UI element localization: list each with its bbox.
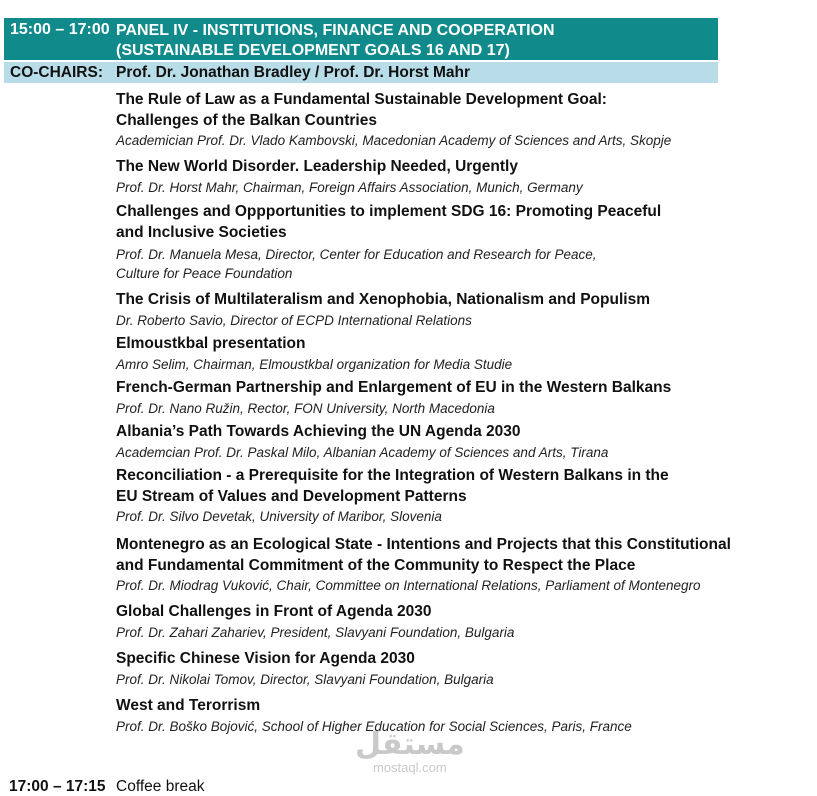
session-item <box>116 202 756 283</box>
session-item <box>116 535 816 595</box>
session-title-cont: Challenges of the Balkan Countries <box>116 111 377 129</box>
session-speaker: Amro Selim, Chairman, Elmoustkbal organization for Media Studie <box>116 356 513 372</box>
session-item <box>116 466 756 526</box>
session-title: Global Challenges in Front of Agenda 2030 <box>116 603 432 620</box>
watermark-arabic: مستقل <box>355 728 465 761</box>
session-speaker: Prof. Dr. Nano Ružin, Rector, FON University, North Macedonia <box>116 400 495 416</box>
session-title: Challenges and Oppportunities to implement SDG 16: Promoting Peaceful <box>116 203 662 220</box>
panel-title-line1: PANEL IV - INSTITUTIONS, FINANCE AND COOPERATION <box>116 22 555 39</box>
session-speaker: Prof. Dr. Boško Bojović, School of Higher Education for Social Sciences, Paris, France <box>116 718 632 734</box>
session-item <box>116 378 756 418</box>
session-speaker: Prof. Dr. Nikolai Tomov, Director, Slavyani Foundation, Bulgaria <box>116 671 494 687</box>
session-speaker: Prof. Dr. Zahari Zahariev, President, Slavyani Foundation, Bulgaria <box>116 624 515 640</box>
session-title: West and Terorrism <box>116 697 261 714</box>
cochairs-names: Prof. Dr. Jonathan Bradley / Prof. Dr. Horst Mahr <box>116 64 470 81</box>
panel-time: 15:00 – 17:00 <box>10 21 110 38</box>
session-title-cont: EU Stream of Values and Development Patterns <box>116 487 467 505</box>
session-speaker: Prof. Dr. Silvo Devetak, University of Maribor, Slovenia <box>116 509 442 524</box>
session-item <box>116 422 756 462</box>
session-title: Reconciliation - a Prerequisite for the Integration of Western Balkans in the <box>116 467 669 484</box>
session-item <box>116 602 756 642</box>
panel-title <box>116 21 555 61</box>
session-speaker: Dr. Roberto Savio, Director of ECPD International Relations <box>116 312 472 328</box>
session-title: The Crisis of Multilateralism and Xenophobia, Nationalism and Populism <box>116 291 650 308</box>
panel-title-line2: (SUSTAINABLE DEVELOPMENT GOALS 16 AND 17) <box>116 42 510 59</box>
session-item <box>116 290 756 330</box>
session-speaker: Prof. Dr. Horst Mahr, Chairman, Foreign Affairs Association, Munich, Germany <box>116 179 583 195</box>
session-speaker: Prof. Dr. Miodrag Vuković, Chair, Committee on International Relations, Parliament of Montenegro <box>116 578 701 593</box>
session-title: Albania’s Path Towards Achieving the UN Agenda 2030 <box>116 423 521 440</box>
cochairs-label: CO-CHAIRS: <box>10 64 103 81</box>
session-title: Montenegro as an Ecological State - Intentions and Projects that this Constitutional <box>116 536 731 553</box>
cochairs-row <box>4 62 718 83</box>
watermark-logo <box>355 730 465 775</box>
break-label: Coffee break <box>116 778 205 795</box>
session-title: French-German Partnership and Enlargement of EU in the Western Balkans <box>116 379 672 396</box>
session-item <box>116 157 756 197</box>
coffee-break-row <box>9 778 205 796</box>
break-time: 17:00 – 17:15 <box>9 778 106 795</box>
session-item <box>116 90 756 150</box>
watermark-latin: mostaql.com <box>373 760 447 775</box>
session-title-cont: and Inclusive Societies <box>116 223 287 241</box>
session-item <box>116 334 756 374</box>
session-title: The Rule of Law as a Fundamental Sustainable Development Goal: <box>116 91 607 108</box>
session-speaker-cont: Culture for Peace Foundation <box>116 266 293 281</box>
session-speaker: Academician Prof. Dr. Vlado Kambovski, Macedonian Academy of Sciences and Arts, Skopje <box>116 133 672 148</box>
session-title-cont: and Fundamental Commitment of the Community to Respect the Place <box>116 556 636 574</box>
session-title: The New World Disorder. Leadership Needed, Urgently <box>116 158 518 175</box>
session-title: Specific Chinese Vision for Agenda 2030 <box>116 650 415 667</box>
session-speaker: Prof. Dr. Manuela Mesa, Director, Center for Education and Research for Peace, <box>116 247 597 262</box>
session-title: Elmoustkbal presentation <box>116 335 306 352</box>
session-speaker: Academcian Prof. Dr. Paskal Milo, Albanian Academy of Sciences and Arts, Tirana <box>116 444 609 460</box>
session-item <box>116 649 756 689</box>
panel-header <box>4 18 718 60</box>
